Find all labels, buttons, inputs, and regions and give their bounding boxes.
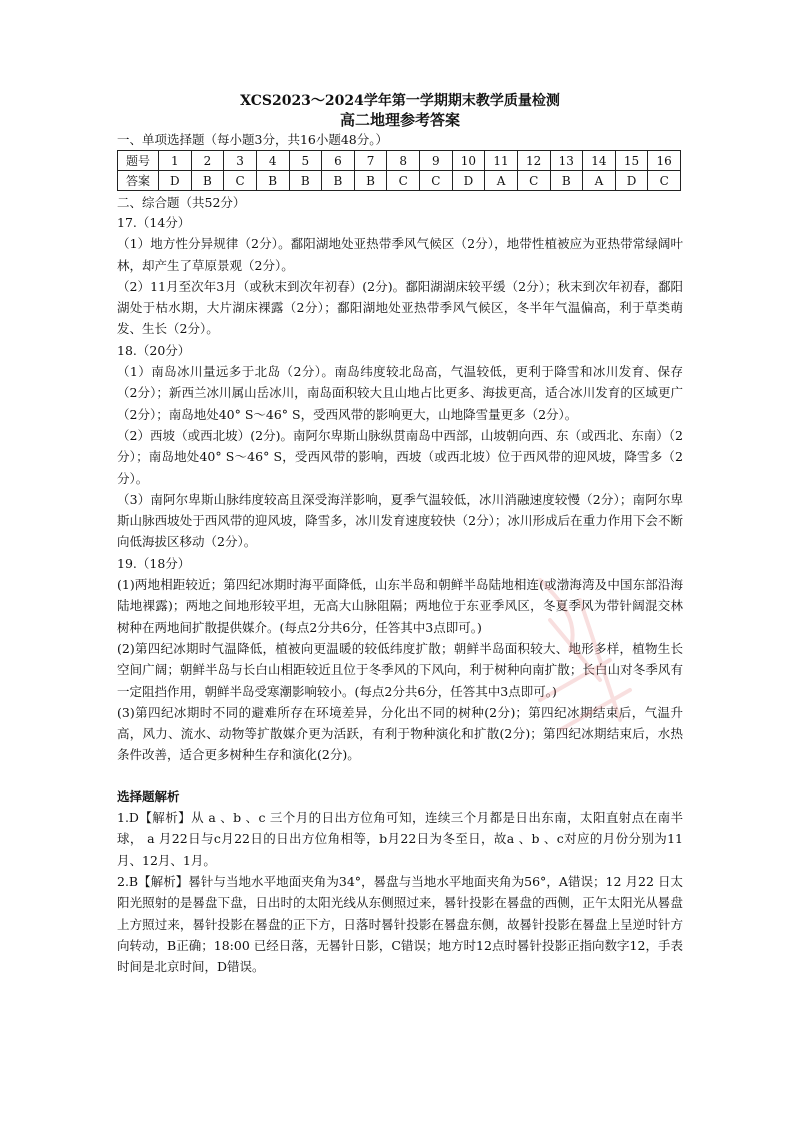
q18-part2: （2）西坡（或西北坡）(2分)。南阿尔卑斯山脉纵贯南岛中西部，山坡朝向西、东（或西北、东南）（2分）；南岛地处40° S～46° S，受西风带的影响，西坡（或西北坡）位于西风带的迎风坡，降雪多（2分）。 [117, 427, 683, 486]
row-label-answer: 答案 [118, 171, 159, 191]
answer-table-number-row [118, 151, 681, 171]
q17-heading: 17.（14分） [117, 215, 191, 230]
answer-cell: C [517, 171, 550, 191]
answer-cell: B [256, 171, 289, 191]
question-number: 16 [648, 151, 681, 171]
analysis-q1: 1.D【解析】从 a 、b 、c 三个月的日出方位角可知，连续三个月都是日出东南，太阳直射点在南半球， a 月22日与c月22日的日出方位角相等，b月22日为冬至日，故a 、b 、c对应的月份分别为11月、12月、1月。 [117, 810, 683, 868]
question-number: 8 [387, 151, 420, 171]
q17-part1: （1）地方性分异规律（2分）。鄱阳湖地处亚热带季风气候区（2分），地带性植被应为亚热带常绿阔叶林，却产生了草原景观（2分）。 [117, 236, 683, 273]
answer-cell: B [191, 171, 224, 191]
question-number: 7 [354, 151, 387, 171]
question-number: 13 [550, 151, 583, 171]
question-number: 6 [322, 151, 355, 171]
question-number: 1 [159, 151, 192, 171]
question-number: 12 [517, 151, 550, 171]
answer-cell: D [615, 171, 648, 191]
question-number: 15 [615, 151, 648, 171]
question-number: 2 [191, 151, 224, 171]
answer-cell: D [452, 171, 485, 191]
question-number: 10 [452, 151, 485, 171]
answer-cell: C [648, 171, 681, 191]
question-number: 11 [485, 151, 518, 171]
answer-cell: C [420, 171, 453, 191]
q19-heading: 19.（18分） [117, 555, 191, 571]
answer-cell: C [387, 171, 420, 191]
answer-cell: A [583, 171, 616, 191]
section2-heading: 二、综合题（共52分） [117, 195, 246, 210]
q18-part3: （3）南阿尔卑斯山脉纬度较高且深受海洋影响，夏季气温较低，冰川消融速度较慢（2分）；南阿尔卑斯山脉西坡处于西风带的迎风坡，降雪多，冰川发育速度较快（2分）；冰川形成后在重力作用下会不断向低海拔区移动（2分）。 [117, 491, 683, 550]
answer-cell: B [289, 171, 322, 191]
answer-cell: B [354, 171, 387, 191]
answer-cell: B [322, 171, 355, 191]
analysis-heading: 选择题解析 [117, 788, 180, 804]
question-number: 5 [289, 151, 322, 171]
q18-heading: 18.（20分） [117, 342, 191, 358]
question-number: 4 [256, 151, 289, 171]
q19-part3: (3)第四纪冰期时不同的避难所存在环境差异，分化出不同的树种(2分)；第四纪冰期结束后，气温升高，风力、流水、动物等扩散媒介更为活跃，有利于物种演化和扩散(2分)；第四纪冰期结束后，水热条件改善，适合更多树种生存和演化(2分)。 [117, 704, 683, 763]
answer-cell: A [485, 171, 518, 191]
row-label-number: 题号 [118, 151, 159, 171]
analysis-q2: 2.B【解析】晷针与当地水平地面夹角为34°，晷盘与当地水平地面夹角为56°，A错误；12 月22 日太阳光照射的是晷盘下盘，日出时的太阳光线从东侧照过来，晷针投影在晷盘的西侧，正午太阳光从晷盘上方照过来，晷针投影在晷盘的正下方，日落时晷针投影在晷盘东侧，故晷针投影在晷盘上呈逆时针方向转动，B正确；18:00 已经日落，无晷针日影，C错误；地方时12点时晷针投影正指向数字12，手表时间是北京时间，D错误。 [117, 873, 683, 975]
answer-table-answer-row [118, 171, 681, 191]
answer-cell: D [159, 171, 192, 191]
question-number: 14 [583, 151, 616, 171]
q19-part1: (1)两地相距较近；第四纪冰期时海平面降低，山东半岛和朝鲜半岛陆地相连(或渤海湾及中国东部沿海陆地裸露)；两地之间地形较平坦，无高大山脉阻隔；两地位于东亚季风区，冬夏季风为带针阔混交林树种在两地间扩散提供媒介。(每点2分共6分，任答其中3点即可。) [117, 577, 683, 635]
q18-part1: （1）南岛冰川量远多于北岛（2分）。南岛纬度较北岛高，气温较低，更利于降雪和冰川发育、保存（2分）；新西兰冰川属山岳冰川，南岛面积较大且山地占比更多、海拔更高，适合冰川发育的区域更广（2分）；南岛地处40° S～46° S，受西风带的影响更大，山地降雪量更多（2分）。 [117, 364, 683, 422]
question-number: 3 [224, 151, 257, 171]
q19-part2: (2)第四纪冰期时气温降低，植被向更温暖的较低纬度扩散；朝鲜半岛面积较大、地形多样，植物生长空间广阔；朝鲜半岛与长白山相距较近且位于冬季风的下风向，利于树种向南扩散；长白山对冬季风有一定阻挡作用，朝鲜半岛受寒潮影响较小。(每点2分共6分，任答其中3点即可。) [117, 640, 683, 699]
answer-document [117, 92, 683, 977]
answer-cell: C [224, 171, 257, 191]
document-title: XCS2023～2024学年第一学期期末教学质量检测 [240, 93, 560, 109]
question-number: 9 [420, 151, 453, 171]
answer-table [117, 150, 681, 191]
answer-cell: B [550, 171, 583, 191]
document-subtitle: 高二地理参考答案 [339, 111, 460, 129]
q17-part2: （2）11月至次年3月（或秋末到次年初春）(2分)。鄱阳湖湖床较平缓（2分）；秋末到次年初春，鄱阳湖处于枯水期，大片湖床裸露（2分）；鄱阳湖地处亚热带季风气候区，冬半年气温偏高，利于草类萌发、生长（2分）。 [117, 278, 683, 337]
section1-heading: 一、单项选择题（每小题3分，共16小题48分。） [117, 132, 389, 147]
